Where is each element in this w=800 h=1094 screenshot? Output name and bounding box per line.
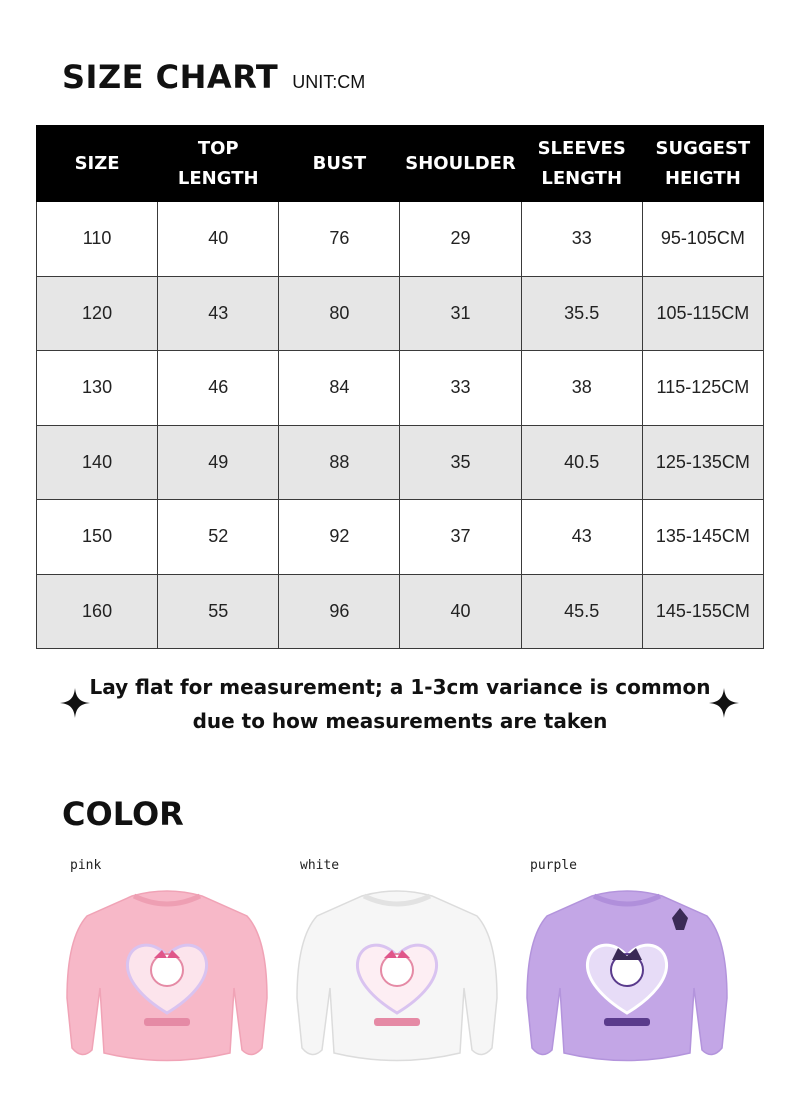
cell-bust: 80	[279, 276, 400, 351]
cell-size: 150	[37, 500, 158, 575]
cell-shoulder: 29	[400, 202, 521, 277]
color-option-white[interactable]	[292, 858, 502, 1078]
cell-bust: 84	[279, 351, 400, 426]
cell-suggest-height: 95-105CM	[642, 202, 763, 277]
cell-top-length: 40	[158, 202, 279, 277]
sparkle-icon	[709, 688, 739, 718]
sweatshirt-white-image	[292, 878, 502, 1078]
color-label: purple	[530, 858, 577, 873]
cell-suggest-height: 135-145CM	[642, 500, 763, 575]
color-label: white	[300, 858, 340, 873]
table-header-row	[37, 126, 764, 202]
cell-size: 140	[37, 425, 158, 500]
note-line-2: due to how measurements are taken	[192, 709, 608, 733]
color-option-pink[interactable]	[62, 858, 272, 1078]
cell-suggest-height: 105-115CM	[642, 276, 763, 351]
cell-size: 130	[37, 351, 158, 426]
table-row	[37, 202, 764, 277]
cell-suggest-height: 115-125CM	[642, 351, 763, 426]
cell-sleeves-length: 33	[521, 202, 642, 277]
cell-shoulder: 40	[400, 574, 521, 649]
cell-size: 120	[37, 276, 158, 351]
table-row	[37, 351, 764, 426]
cell-sleeves-length: 40.5	[521, 425, 642, 500]
cell-shoulder: 33	[400, 351, 521, 426]
table-row	[37, 574, 764, 649]
measurement-note	[0, 670, 800, 738]
cell-shoulder: 31	[400, 276, 521, 351]
table-row	[37, 276, 764, 351]
cell-sleeves-length: 35.5	[521, 276, 642, 351]
column-header-shoulder: SHOULDER	[400, 126, 521, 202]
unit-label: UNIT:CM	[292, 72, 366, 92]
cell-bust: 88	[279, 425, 400, 500]
cell-sleeves-length: 38	[521, 351, 642, 426]
sweatshirt-purple-image	[522, 878, 732, 1078]
cell-size: 160	[37, 574, 158, 649]
cell-bust: 76	[279, 202, 400, 277]
column-header-suggest-height: SUGGEST HEIGTH	[642, 126, 763, 202]
color-label: pink	[70, 858, 102, 873]
cell-top-length: 52	[158, 500, 279, 575]
cell-shoulder: 35	[400, 425, 521, 500]
cell-top-length: 46	[158, 351, 279, 426]
cell-top-length: 43	[158, 276, 279, 351]
cell-bust: 92	[279, 500, 400, 575]
cell-size: 110	[37, 202, 158, 277]
cell-sleeves-length: 43	[521, 500, 642, 575]
cell-bust: 96	[279, 574, 400, 649]
column-header-top-length: TOP LENGTH	[158, 126, 279, 202]
cell-top-length: 55	[158, 574, 279, 649]
color-option-purple[interactable]	[522, 858, 732, 1078]
cell-suggest-height: 125-135CM	[642, 425, 763, 500]
cell-shoulder: 37	[400, 500, 521, 575]
cell-sleeves-length: 45.5	[521, 574, 642, 649]
table-row	[37, 500, 764, 575]
color-section-title: COLOR	[62, 795, 184, 833]
note-line-1: Lay flat for measurement; a 1-3cm variance is common	[89, 675, 711, 699]
column-header-bust: BUST	[279, 126, 400, 202]
size-chart-header	[62, 58, 365, 96]
cell-top-length: 49	[158, 425, 279, 500]
size-table	[36, 125, 764, 649]
column-header-size: SIZE	[37, 126, 158, 202]
table-row	[37, 425, 764, 500]
sweatshirt-pink-image	[62, 878, 272, 1078]
cell-suggest-height: 145-155CM	[642, 574, 763, 649]
page-title: SIZE CHART	[62, 58, 279, 96]
column-header-sleeves-length: SLEEVES LENGTH	[521, 126, 642, 202]
